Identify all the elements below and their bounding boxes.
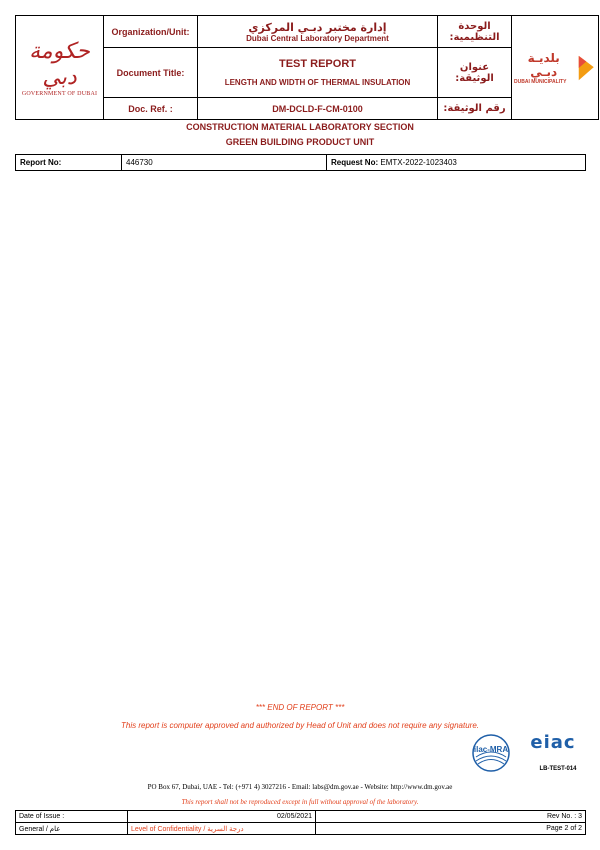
- org-label: Organization/Unit:: [104, 16, 198, 48]
- report-no-label: Report No:: [16, 155, 122, 171]
- eiac-text: eiac: [530, 732, 576, 753]
- report-info-table: [15, 154, 586, 171]
- org-english: Dubai Central Laboratory Department: [246, 33, 389, 43]
- revision-number: Rev No. : 3: [316, 811, 586, 823]
- request-no-label: Request No:: [331, 158, 379, 167]
- date-of-issue-label: Date of Issue :: [16, 811, 128, 823]
- dubai-municipality-logo: [512, 16, 599, 120]
- gov-logo-text: GOVERNMENT OF DUBAI: [21, 90, 98, 97]
- lab-address: PO Box 67, Dubai, UAE - Tel: (+971 4) 3027216 - Email: labs@dm.gov.ae - Website: http://www.dm.gov.ae: [147, 783, 453, 791]
- doc-subtitle: LENGTH AND WIDTH OF THERMAL INSULATION: [224, 78, 411, 87]
- doc-ref-label: Doc. Ref. :: [104, 98, 198, 120]
- dm-logo-mark-icon: [575, 53, 596, 83]
- org-arabic: إدارة مختبر دبـي المركزي: [248, 20, 387, 34]
- doc-title-label: Document Title:: [104, 48, 198, 98]
- eiac-logo: [518, 733, 588, 757]
- unit-title: GREEN BUILDING PRODUCT UNIT: [225, 137, 375, 147]
- approval-note: This report is computer approved and authorized by Head of Unit and does not require any signature.: [121, 721, 479, 730]
- document-header: [15, 15, 599, 120]
- confidentiality-level: Level of Confidentiality / درجة السرية: [128, 823, 316, 835]
- ilac-text: ilac-MRA: [473, 745, 509, 754]
- date-of-issue-value: 02/05/2021: [128, 811, 316, 823]
- accreditation-logos: [468, 733, 588, 779]
- section-title: CONSTRUCTION MATERIAL LABORATORY SECTION: [186, 122, 414, 132]
- general-label: General / عام: [16, 823, 128, 835]
- gov-logo-script: حكومة دبي: [29, 38, 90, 90]
- government-of-dubai-logo: [16, 16, 104, 120]
- org-label-arabic: الوحدة التنظيمية:: [438, 16, 512, 48]
- doc-title-cell: [198, 48, 438, 98]
- request-no-cell: [327, 155, 586, 171]
- dm-logo-english: DUBAI MUNICIPALITY: [514, 78, 567, 85]
- doc-title: TEST REPORT: [278, 58, 356, 70]
- dm-logo-arabic: بلديـة دبـي: [527, 50, 560, 79]
- ilac-mra-logo-icon: [468, 733, 514, 773]
- org-cell: [198, 16, 438, 48]
- reproduction-note: This report shall not be reproduced except in full without approval of the laboratory.: [181, 798, 419, 806]
- page-number: Page 2 of 2: [316, 823, 586, 835]
- doc-ref-label-arabic: رقم الوثيقة:: [438, 98, 512, 120]
- doc-ref: DM-DCLD-F-CM-0100: [198, 98, 438, 120]
- document-footer: [15, 810, 586, 835]
- request-no-value: EMTX-2022-1023403: [380, 158, 457, 167]
- doc-title-label-arabic: عنوان الوثيقة:: [438, 48, 512, 98]
- end-of-report: *** END OF REPORT ***: [255, 703, 345, 712]
- report-no-value: 446730: [122, 155, 327, 171]
- lb-test-code: LB-TEST-014: [539, 766, 577, 772]
